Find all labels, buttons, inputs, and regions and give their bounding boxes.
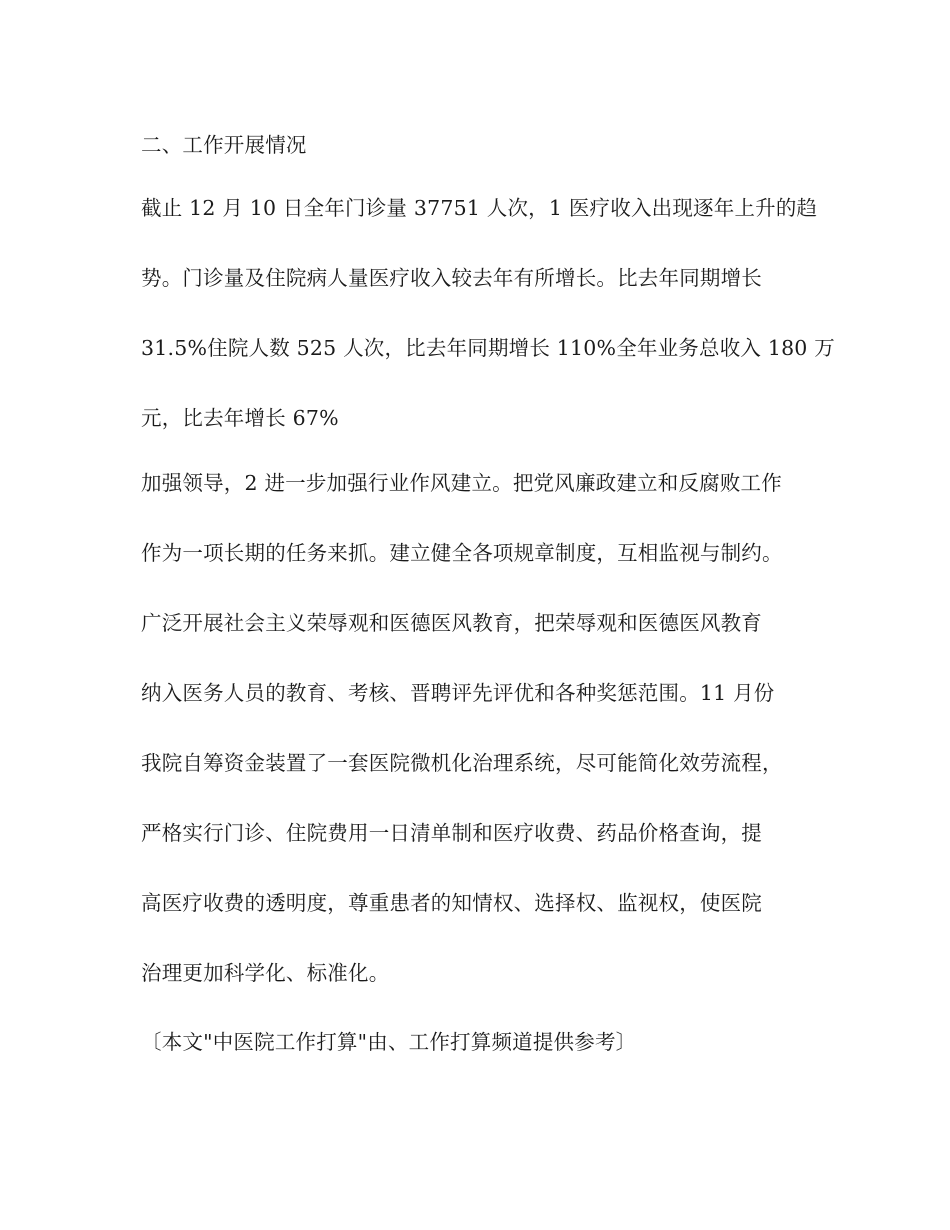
paragraph-line: 广泛开展社会主义荣辱观和医德医风教育，把荣辱观和医德医风教育 [141,611,762,635]
paragraph-line: 31.5%住院人数 525 人次，比去年同期增长 110%全年业务总收入 180 万 [141,336,835,360]
source-note: 〔本文"中医院工作打算"由、工作打算频道提供参考〕 [141,1030,637,1054]
paragraph-line: 严格实行门诊、住院费用一日清单制和医疗收费、药品价格查询，提 [141,821,762,845]
paragraph-line: 势。门诊量及住院病人量医疗收入较去年有所增长。比去年同期增长 [141,266,762,290]
paragraph-line: 治理更加科学化、标准化。 [141,961,390,985]
paragraph-line: 截止 12 月 10 日全年门诊量 37751 人次，1 医疗收入出现逐年上升的趋 [141,196,818,220]
paragraph-line: 元，比去年增长 67% [141,406,339,430]
paragraph-line: 加强领导，2 进一步加强行业作风建立。把党风廉政建立和反腐败工作 [141,471,782,495]
section-heading: 二、工作开展情况 [141,133,307,157]
paragraph-line: 高医疗收费的透明度，尊重患者的知情权、选择权、监视权，使医院 [141,891,762,915]
paragraph-line: 我院自筹资金装置了一套医院微机化治理系统，尽可能简化效劳流程， [141,751,783,775]
paragraph-line: 作为一项长期的任务来抓。建立健全各项规章制度，互相监视与制约。 [141,541,783,565]
paragraph-line: 纳入医务人员的教育、考核、晋聘评先评优和各种奖惩范围。11 月份 [141,681,775,705]
